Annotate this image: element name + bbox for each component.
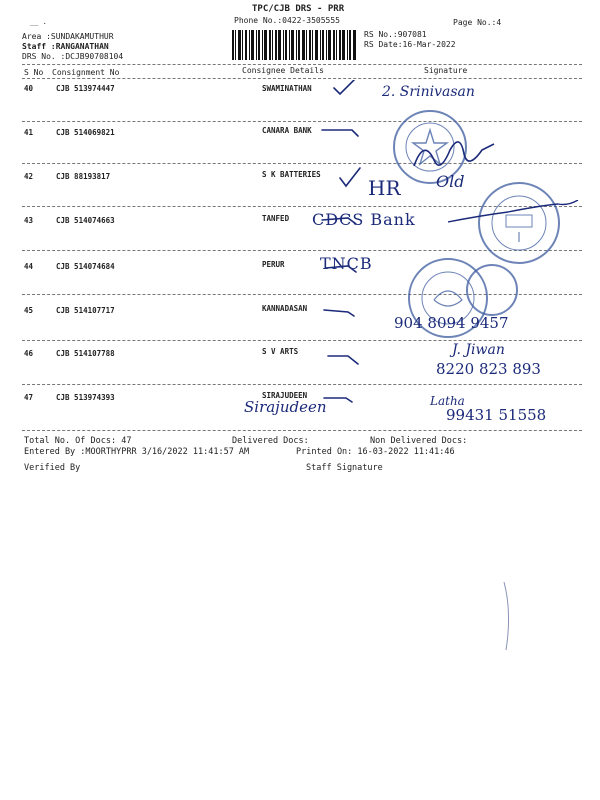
rs-date: RS Date:16-Mar-2022	[364, 40, 456, 49]
signature-46-phone: 8220 823 893	[436, 360, 541, 378]
row-consignment: CJB 514074684	[56, 262, 115, 271]
row-sno: 40	[24, 84, 34, 93]
row-consignment: CJB 514107717	[56, 306, 115, 315]
col-consignee: Consignee Details	[242, 66, 324, 75]
total-docs: Total No. Of Docs: 47	[24, 436, 132, 446]
signature-47: Sirajudeen	[244, 398, 327, 416]
signature-43-scrawl	[448, 200, 588, 230]
row-consignee: SIRAJUDEEN	[262, 391, 308, 400]
row-consignee: S V ARTS	[262, 347, 299, 356]
row-divider	[22, 384, 582, 385]
drs-number: DRS No. :DCJB90708104	[22, 52, 124, 61]
row-sno: 41	[24, 128, 34, 137]
area-label: Area :SUNDAKAMUTHUR	[22, 32, 114, 41]
row-divider	[22, 121, 582, 122]
signature-41	[410, 136, 500, 176]
barcode	[232, 30, 356, 60]
signature-47-label: Latha	[430, 394, 465, 408]
signature-40: 2. Srinivasan	[382, 84, 475, 100]
row-consignee: S K BATTERIES	[262, 170, 321, 179]
pen-mark	[494, 582, 514, 652]
row-sno: 42	[24, 172, 34, 181]
entered-by: Entered By :MOORTHYPRR 3/16/2022 11:41:57 AM	[24, 447, 250, 457]
row-consignment: CJB 514074663	[56, 216, 115, 225]
row-divider	[22, 340, 582, 341]
rs-number: RS No.:907081	[364, 30, 427, 39]
round-stamp	[466, 264, 518, 316]
row-sno: 46	[24, 349, 34, 358]
signature-42: HR	[368, 176, 401, 200]
signature-47-phone: 99431 51558	[446, 406, 547, 424]
signature-43: CDCS Bank	[312, 210, 416, 229]
header-rule-top	[22, 64, 582, 65]
staff-signature: Staff Signature	[306, 463, 383, 473]
row-consignment: CJB 514107788	[56, 349, 115, 358]
phone-number: Phone No.:0422-3505555	[234, 16, 340, 25]
signature-45: 904 8094 9457	[394, 314, 509, 332]
delivered-docs: Delivered Docs:	[232, 436, 309, 446]
row-consignee: SWAMINATHAN	[262, 84, 312, 93]
row-consignment: CJB 88193817	[56, 172, 111, 181]
signature-44: TNCB	[320, 254, 373, 273]
row-sno: 47	[24, 393, 34, 402]
printed-on: Printed On: 16-03-2022 11:41:46	[296, 447, 455, 457]
col-signature: Signature	[424, 66, 468, 75]
row-consignment: CJB 513974393	[56, 393, 115, 402]
col-sno: S No	[24, 68, 44, 77]
row-consignee: PERUR	[262, 260, 285, 269]
corner-mark: __ .	[30, 18, 47, 26]
signature-42b: Old	[436, 172, 465, 191]
header-rule-bottom	[22, 78, 582, 79]
row-consignee: KANNADASAN	[262, 304, 308, 313]
non-delivered-docs: Non Delivered Docs:	[370, 436, 468, 446]
page-number: Page No.:4	[453, 18, 502, 27]
row-consignee: TANFED	[262, 214, 290, 223]
row-divider	[22, 430, 582, 431]
document-title: TPC/CJB DRS - PRR	[252, 4, 345, 14]
tick-marks	[320, 80, 370, 420]
staff-label: Staff :RANGANATHAN	[22, 42, 109, 51]
row-consignment: CJB 513974447	[56, 84, 115, 93]
row-consignee: CANARA BANK	[262, 126, 312, 135]
row-consignment: CJB 514069821	[56, 128, 115, 137]
signature-46: J. Jiwan	[452, 342, 505, 358]
row-sno: 45	[24, 306, 34, 315]
col-consignment: Consignment No	[52, 68, 120, 77]
verified-by: Verified By	[24, 463, 81, 473]
row-sno: 43	[24, 216, 34, 225]
row-sno: 44	[24, 262, 34, 271]
